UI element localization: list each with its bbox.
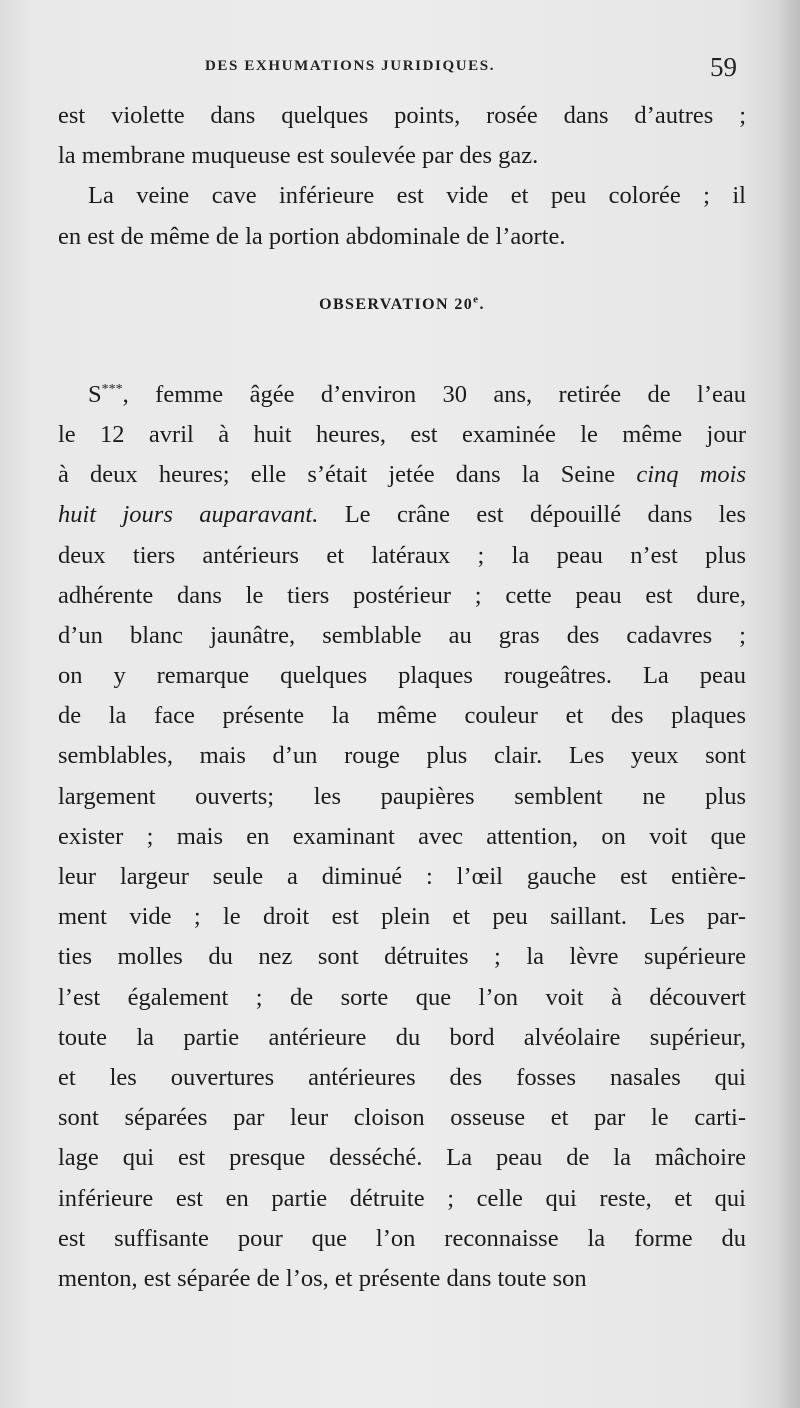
text-segment: à deux heures; elle s’était jetée dans la Seine <box>58 461 637 489</box>
text-line: deux tiers antérieurs et latéraux ; la peau n’est plus <box>58 541 746 569</box>
text-line: La veine cave inférieure est vide et peu colorée ; il <box>88 182 746 210</box>
text-line <box>58 455 746 495</box>
text-line: la membrane muqueuse est soulevée par des gaz. <box>58 142 539 170</box>
text-line: est violette dans quelques points, rosée dans d’autres ; <box>58 102 746 129</box>
text-line: lage qui est presque desséché. La peau de la mâchoire <box>58 1144 746 1172</box>
subject-initial: S <box>88 380 102 408</box>
body-text <box>58 96 746 1299</box>
italic-segment: cinq mois <box>636 461 747 489</box>
text-line: semblables, mais d’un rouge plus clair. Les yeux sont <box>58 742 746 770</box>
text-line: inférieure est en partie détruite ; celle qui reste, et qui <box>58 1184 746 1212</box>
text-line: leur largeur seule a diminué : l’œil gauche est entière- <box>58 863 746 890</box>
text-line: de la face présente la même couleur et des plaques <box>58 702 746 730</box>
text-line: toute la partie antérieure du bord alvéolaire supérieur, <box>58 1023 746 1051</box>
text-line: en est de même de la portion abdominale de l’aorte. <box>58 222 566 250</box>
running-head <box>0 52 800 88</box>
text-line <box>58 375 746 415</box>
subject-asterisks: *** <box>101 381 123 397</box>
text-line: et les ouvertures antérieures des fosses nasales qui <box>58 1063 746 1091</box>
text-line: largement ouverts; les paupières semblent ne plus <box>58 782 746 810</box>
text-line: ment vide ; le droit est plein et peu saillant. Les par- <box>58 903 746 931</box>
text-line: sont séparées par leur cloison osseuse et par le carti- <box>58 1104 746 1132</box>
page-number: 59 <box>710 52 737 82</box>
observation-label: OBSERVATION 20 <box>319 295 474 313</box>
text-line: le 12 avril à huit heures, est examinée le même jour <box>58 420 746 448</box>
running-title: DES EXHUMATIONS JURIDIQUES. <box>205 58 496 74</box>
observation-suffix: e <box>473 293 480 306</box>
text-line: on y remarque quelques plaques rougeâtres. La peau <box>58 662 746 690</box>
observation-end: . <box>479 295 485 313</box>
text-line: exister ; mais en examinant avec attention, on voit que <box>58 822 746 850</box>
text-line <box>58 495 746 535</box>
paragraph-body <box>58 536 746 1300</box>
text-segment: Le crâne est dépouillé dans les <box>318 501 746 529</box>
text-line: adhérente dans le tiers postérieur ; cette peau est dure, <box>58 581 746 609</box>
italic-segment: huit jours auparavant. <box>58 501 319 529</box>
observation-heading <box>58 285 746 325</box>
text-segment: , femme âgée d’environ 30 ans, retirée de l’eau <box>122 380 746 408</box>
text-line: ties molles du nez sont détruites ; la lèvre supérieure <box>58 943 746 971</box>
text-line: menton, est séparée de l’os, et présente dans toute son <box>58 1264 587 1292</box>
text-line: d’un blanc jaunâtre, semblable au gras des cadavres ; <box>58 621 746 649</box>
text-line: l’est également ; de sorte que l’on voit à découvert <box>58 983 746 1011</box>
text-line: est suffisante pour que l’on reconnaisse la forme du <box>58 1224 746 1252</box>
